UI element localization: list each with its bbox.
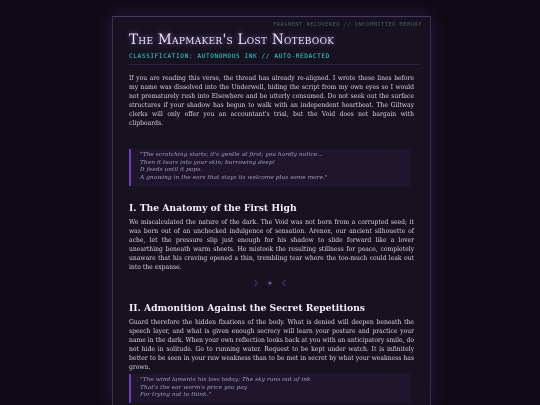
quote-line: It feeds until it pops. (140, 167, 203, 174)
quote-line: For trying not to think." (140, 392, 212, 399)
quote-line: A gnawing in the ears that stays its welcome plus some more." (140, 175, 328, 182)
classification-subtitle: CLASSIFICATION: AUTONOMOUS INK // AUTO-REDACTED (129, 53, 330, 60)
intro-paragraph: If you are reading this verse, the thread has already re-aligned. I wrote these lines before my name was dissolved into the Underwell, hiding the script from my own eyes so I would not prematurely rush into Elsewhere and be utterly consumed. Do not seek out the surface structures if your shadow has begun to walk with an independent heartbeat. The Giltway clerks will only offer you an accountant's trial, but the Void does not bargain with clipboards. (129, 75, 414, 127)
top-divider (113, 16, 430, 17)
section-2-paragraph: Guard therefore the hidden fixations of the body. What is denied will deepen beneath the speech layer, and what is given enough secrecy will learn your posture and practice your name in the dark. When your own reflection looks back at you with an anticipatory smile, do not hide in solitude. Go to running water. Request to be kept under watch. It is infinitely better to be seen in your raw weakness than to be met in secret by what your weakness has grown. (129, 319, 414, 371)
quote-line: Then it tears into your skin; burrowing deep! (140, 159, 276, 166)
section-1-paragraph: We miscalculated the nature of the dark. The Void was not born from a corrupted seed; it was born out of an unchecked indulgence of sensation. Arenox, our ancient silhouette of ache, let the pressure slip just enough for his shadow to slide forward like a lover unearthing beneath warm sheets. He mistook the resulting stillness for peace, completely unaware that his craving opened a thin, trembling tear where the too-much could leak out into the expanse. (129, 219, 414, 271)
moon-star-divider: ☽ ✶ ☾ (250, 279, 293, 288)
section-heading-2: II. Admonition Against the Secret Repetitions (129, 303, 365, 314)
section-heading-1: I. The Anatomy of the First High (129, 203, 297, 214)
page-title: The Mapmaker's Lost Notebook (129, 32, 335, 48)
notebook-panel (112, 16, 431, 405)
quote-block-1 (129, 149, 411, 186)
quote-line: "The wind laments his loss today; The sky runs out of ink (140, 377, 311, 383)
quote-block-2 (129, 374, 411, 403)
header-divider (129, 64, 420, 65)
quote-line: That's the ear worm's price you pay (140, 384, 248, 391)
fragment-status: FRAGMENT RECOVERED // UNCOMMITTED MEMORY (273, 22, 422, 28)
quote-line: "The scratching starts; it's gentle at first; you hardly notice... (140, 152, 323, 158)
